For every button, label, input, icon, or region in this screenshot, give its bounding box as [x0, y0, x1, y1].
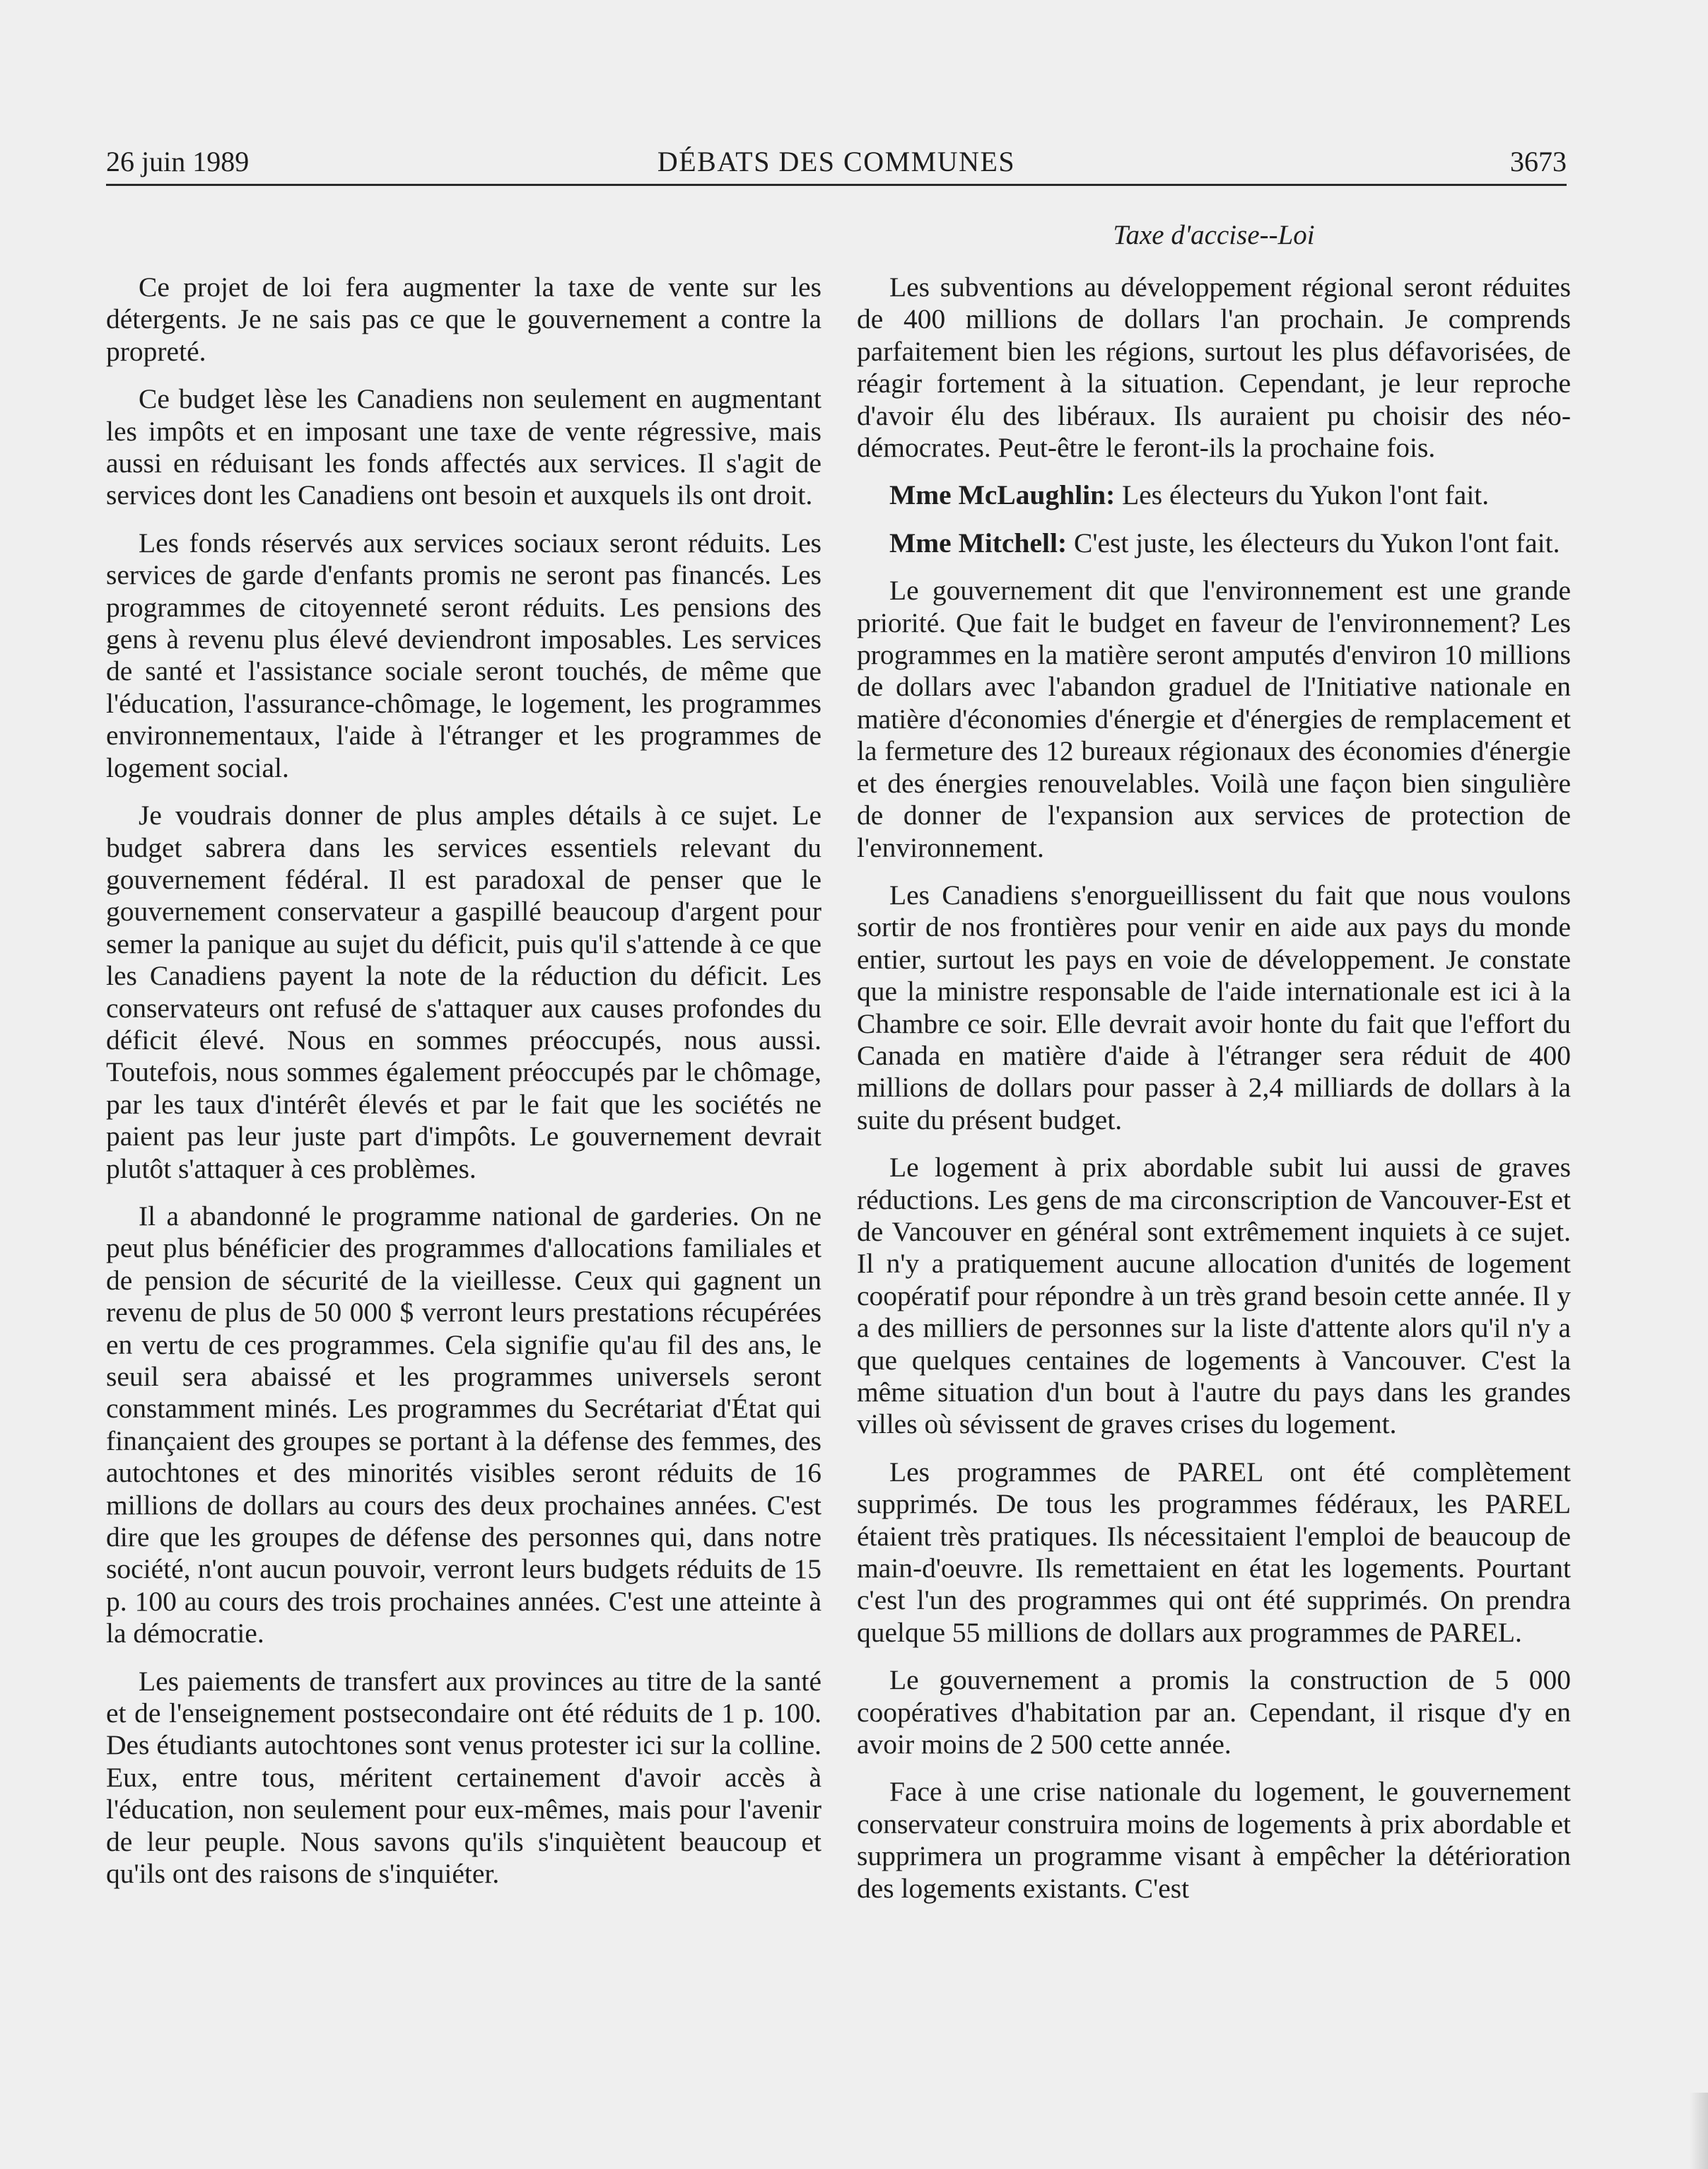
page-header [106, 143, 1567, 181]
paragraph: Il a abandonné le programme national de garderies. On ne peut plus bénéficier des programmes d'allocations familiales et de pension de sécurité de la vieillesse. Ceux qui gagnent un revenu de plus de 50 000 $ verront leurs prestations récupérées en vertu de ces programmes. Cela signifie qu'au fil des ans, le seuil sera abaissé et les programmes universels seront constamment minés. Les programmes du Secrétariat d'État qui finançaient des groupes se portant à la défense des femmes, des autochtones et des minorités visibles seront réduits de 16 millions de dollars au cours des deux prochaines années. C'est dire que les groupes de défense des personnes qui, dans notre société, n'ont aucun pouvoir, verront leurs budgets réduits de 15 p. 100 au cours des trois prochaines années. C'est une atteinte à la démocratie. [106, 1200, 821, 1649]
paragraph: Ce projet de loi fera augmenter la taxe de vente sur les détergents. Je ne sais pas ce que le gouvernement a contre la propreté. [106, 271, 821, 367]
paragraph: Face à une crise nationale du logement, le gouvernement conservateur construira moins de logements à prix abordable et supprimera un programme visant à empêcher la détérioration des logements existants. C'est [857, 1776, 1571, 1904]
paragraph: Le logement à prix abordable subit lui aussi de graves réductions. Les gens de ma circonscription de Vancouver-Est et de Vancouver en général sont extrêmement inquiets à ce sujet. Il n'y a pratiquement aucune allocation d'unités de logement coopératif pour répondre à un très grand besoin cette année. Il y a des milliers de personnes sur la liste d'attente alors qu'il n'y a que quelques centaines de logements à Vancouver. C'est la même situation d'un bout à l'autre du pays dans les grandes villes où sévissent de graves crises du logement. [857, 1152, 1571, 1440]
paragraph: Le gouvernement a promis la construction de 5 000 coopératives d'habitation par an. Cependant, il risque d'y en avoir moins de 2 500 cette année. [857, 1664, 1571, 1760]
header-rule [106, 184, 1567, 186]
speech-text: C'est juste, les électeurs du Yukon l'ont fait. [1067, 527, 1560, 559]
header-date: 26 juin 1989 [106, 146, 250, 177]
paragraph: Je voudrais donner de plus amples détails à ce sujet. Le budget sabrera dans les services essentiels relevant du gouvernement fédéral. Il est paradoxal de penser que le gouvernement conservateur a gaspillé beaucoup d'argent pour semer la panique au sujet du déficit, puis qu'il s'attende à ce que les Canadiens payent la note de la réduction du déficit. Les conservateurs ont refusé de s'attaquer aux causes profondes du déficit élevé. Nous en sommes préoccupés, nous aussi. Toutefois, nous sommes également préoccupés par le chômage, par les taux d'intérêt élevés et par le fait que les sociétés ne paient pas leur juste part d'impôts. Le gouvernement devrait plutôt s'attaquer à ces problèmes. [106, 800, 821, 1184]
right-column [857, 271, 1571, 1920]
scan-edge-mark [1690, 2093, 1708, 2169]
paragraph: Le gouvernement dit que l'environnement est une grande priorité. Que fait le budget en faveur de l'environnement? Les programmes en la matière seront amputés d'environ 10 millions de dollars avec l'abandon graduel de l'Initiative nationale en matière d'économies d'énergie et d'énergies de remplacement et la fermeture des 12 bureaux régionaux des économies d'énergie et des énergies renouvelables. Voilà une façon bien singulière de donner de l'expansion aux services de protection de l'environnement. [857, 575, 1571, 863]
paragraph: Les subventions au développement régional seront réduites de 400 millions de dollars l'an prochain. Je comprends parfaitement bien les régions, surtout les plus défavorisées, de réagir fortement à la situation. Cependant, je leur reproche d'avoir élu des libéraux. Ils auraient pu choisir des néo-démocrates. Peut-être le feront-ils la prochaine fois. [857, 271, 1571, 464]
paragraph: Les programmes de PAREL ont été complètement supprimés. De tous les programmes fédéraux, les PAREL étaient très pratiques. Ils nécessitaient l'emploi de beaucoup de main-d'oeuvre. Ils remettaient en état les logements. Pourtant c'est l'un des programmes qui ont été supprimés. On prendra quelque 55 millions de dollars aux programmes de PAREL. [857, 1456, 1571, 1648]
paragraph: Les paiements de transfert aux provinces au titre de la santé et de l'enseignement postsecondaire ont été réduits de 1 p. 100. Des étudiants autochtones sont venus protester ici sur la colline. Eux, entre tous, méritent certainement d'avoir accès à l'éducation, non seulement pour eux-mêmes, mais pour l'avenir de leur peuple. Nous savons qu'ils s'inquiètent beaucoup et qu'ils ont des raisons de s'inquiéter. [106, 1665, 821, 1890]
speech-mclaughlin [857, 479, 1571, 511]
speech-text: Les électeurs du Yukon l'ont fait. [1115, 479, 1490, 511]
speaker-name: Mme Mitchell: [889, 527, 1068, 559]
header-title: DÉBATS DES COMMUNES [657, 146, 1016, 177]
speaker-name: Mme McLaughlin: [889, 479, 1116, 511]
paragraph: Les fonds réservés aux services sociaux seront réduits. Les services de garde d'enfants promis ne seront pas financés. Les programmes de citoyenneté seront réduits. Les pensions des gens à revenu plus élevé deviendront imposables. Les services de santé et l'assistance sociale seront touchés, de même que l'éducation, l'assurance-chômage, le logement, les programmes environnementaux, l'aide à l'étranger et les programmes de logement social. [106, 527, 821, 783]
left-column [106, 271, 821, 1906]
paragraph: Les Canadiens s'enorgueillissent du fait que nous voulons sortir de nos frontières pour venir en aide aux pays du monde entier, surtout les pays en voie de développement. Je constate que la ministre responsable de l'aide internationale est ici à la Chambre ce soir. Elle devrait avoir honte du fait que l'effort du Canada en matière d'aide à l'étranger sera réduit de 400 millions de dollars pour passer à 2,4 milliards de dollars à la suite du présent budget. [857, 879, 1571, 1135]
paragraph: Ce budget lèse les Canadiens non seulement en augmentant les impôts et en imposant une taxe de vente régressive, mais aussi en réduisant les fonds affectés aux services. Il s'agit de services dont les Canadiens ont besoin et auxquels ils ont droit. [106, 383, 821, 511]
page-number: 3673 [1510, 146, 1567, 177]
speech-mitchell [857, 527, 1571, 559]
running-head: Taxe d'accise--Loi [1113, 220, 1315, 250]
